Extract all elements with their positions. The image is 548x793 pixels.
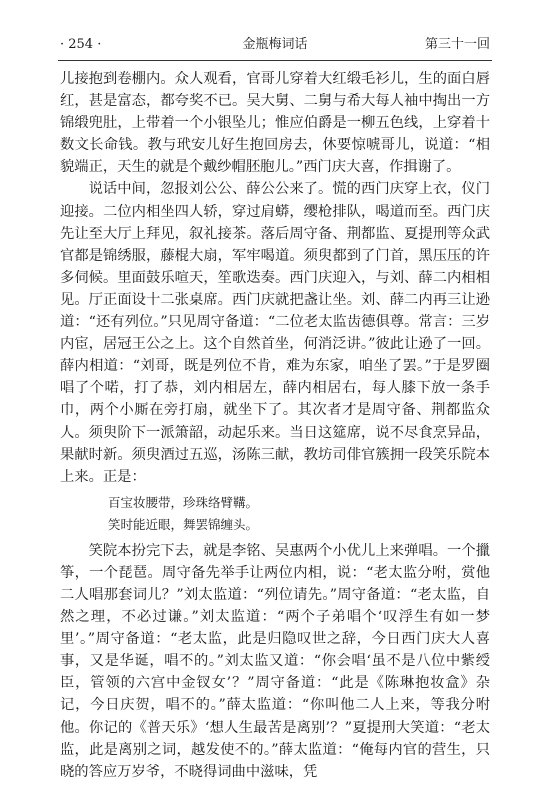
paragraph-2: 说话中间，忽报刘公公、薛公公来了。慌的西门庆穿上衣，仪门迎接。二位内相坐四人轿，穿过肩蟒，缨枪排队，喝道而至。西门庆先让至大厅上拜见，叙礼接茶。落后周守备、荆都监、夏提刑等众武官都是锦绣服，藤棍大扇，军牢喝道。须臾都到了门首，黑压压的许多伺候。里面鼓乐喧天，笙歌迭奏。西门庆迎入，与刘、薛二内相相见。厅正面设十二张桌席。西门庆就把盏让坐。刘、薛二内再三让逊道：“还有列位。”只见周守备道：“二位老太监齿德俱尊。常言：三岁内宦，居冠王公之上。这个自然首坐，何消泛讲。”彼此让逊了一回。薛内相道：“刘哥，既是列位不肯，难为东家，咱坐了罢。”于是罗圈唱了个喏，打了恭，刘内相居左，薛内相居右，每人膝下放一条手巾，两个小厮在旁打扇，就坐下了。其次者才是周守备、荆都监众人。须臾阶下一派箫韶，动起乐来。当日这筵席，说不尽食烹异品，果献时新。须臾酒过五巡，汤陈三献，教坊司俳官簇拥一段笑乐院本上来。正是： bbox=[60, 181, 490, 485]
page-body bbox=[60, 68, 490, 783]
page-number: · 254 · bbox=[60, 37, 102, 52]
header-rule bbox=[58, 60, 492, 61]
verse-line-1: 百宝妆腰带，珍珠络臂鞲。 bbox=[108, 494, 259, 510]
verse-block bbox=[60, 492, 490, 536]
paragraph-3: 笑院本扮完下去，就是李铭、吴惠两个小优儿上来弹唱。一个擸筝，一个琵琶。周守备先举手让两位内相，说：“老太监分咐，赏他二人唱那套词儿？”刘太监道：“列位请先。”周守备道：“老太监，自然之理，不必过谦。”刘太监道：“两个子弟唱个‘叹浮生有如一梦里’。”周守备道：“老太监，此是归隐叹世之辞，今日西门庆大人喜事，又是华诞，唱不的。”刘太监又道：“你会唱‘虽不是八位中紫绶臣，管领的六宫中金钗女’？”周守备道：“此是《陈琳抱妆盒》杂记，今日庆贺，唱不的。”薛太监道：“你叫他二人上来，等我分咐他。你记的《普天乐》‘想人生最苦是离别’？”夏提刑大笑道：“老太监，此是离别之词，越发使不的。”薛太监道：“俺每内官的营生，只晓的答应万岁爷，不晓得词曲中滋味，凭 bbox=[60, 542, 490, 780]
paragraph-1: 儿接抱到卷棚内。众人观看，官哥儿穿着大红缎毛衫儿，生的面白唇红，甚是富态，都夸奖不已。吴大舅、二舅与希大每人袖中掏出一方锦缎兜肚，上带着一个小银坠儿；惟应伯爵是一柳五色线，上穿着十数文长命钱。教与玳安儿好生抱回房去，休要惊唬哥儿，说道：“相貌端正，天生的就是个戴纱帽胚胞儿。”西门庆大喜，作揖谢了。 bbox=[60, 71, 490, 176]
book-title: 金瓶梅词话 bbox=[242, 37, 308, 52]
verse-line-2: 笑时能近眼，舞罢锦缠头。 bbox=[108, 516, 259, 532]
running-header bbox=[60, 34, 490, 56]
chapter-title: 第三十一回 bbox=[424, 37, 490, 52]
